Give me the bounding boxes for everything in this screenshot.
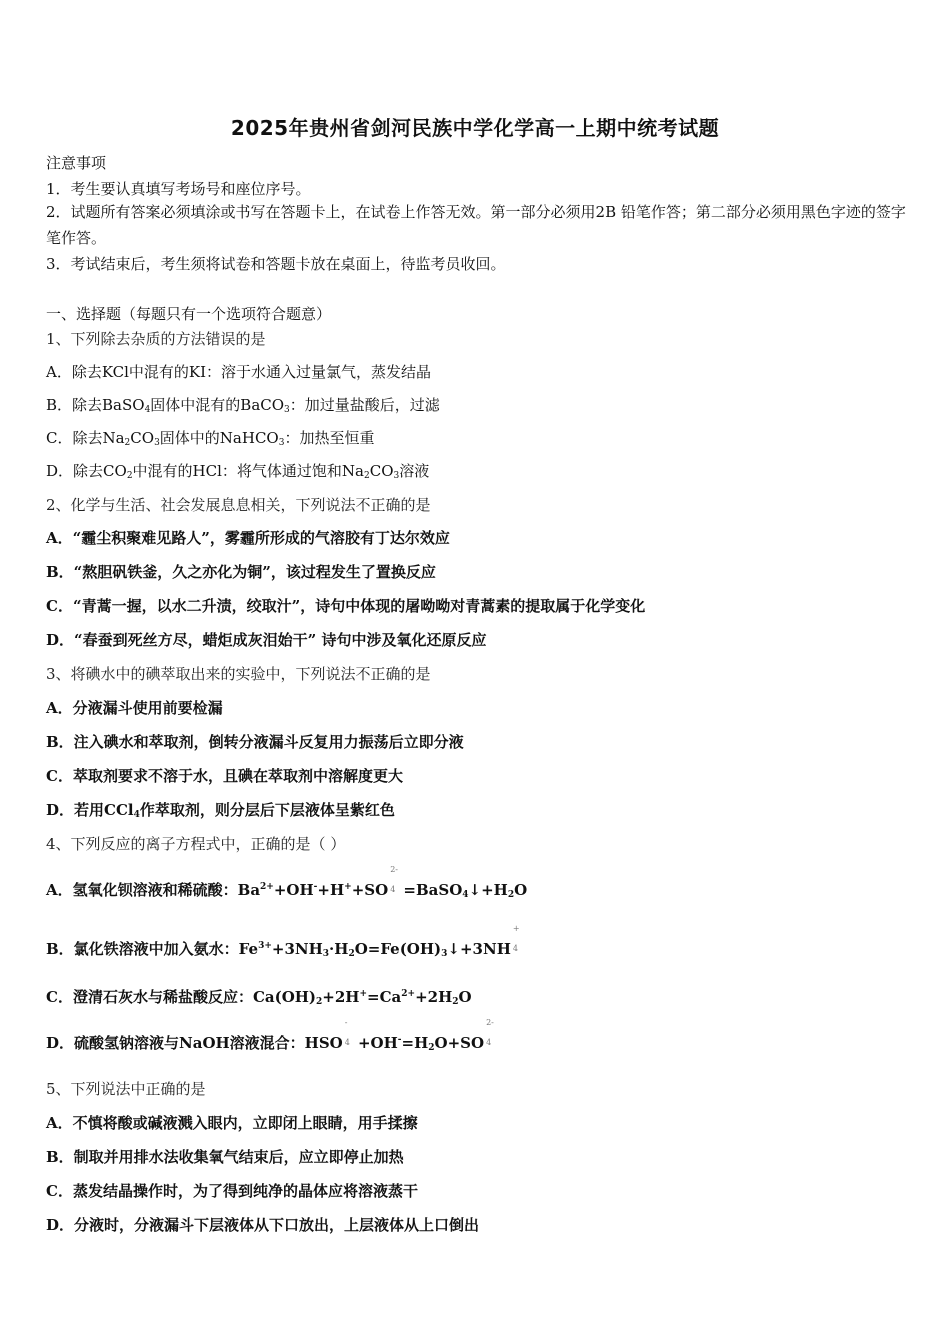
- bisulfate-ion-charge: - 4: [344, 1018, 350, 1047]
- q5-option-c: C．蒸发结晶操作时，为了得到纯净的晶体应将溶液蒸干: [46, 1182, 418, 1200]
- q5-option-b: B．制取并用排水法收集氧气结束后，应立即停止加热: [46, 1148, 404, 1166]
- q3-option-a: A．分液漏斗使用前要检漏: [46, 699, 223, 717]
- ammonium-ion-charge: + 4: [512, 924, 520, 953]
- q4-option-a: A．氢氧化钡溶液和稀硫酸：$Ba^{2+}+OH^-+H^++SO$ 2- 4 $=BaSO_4↓+H_2O$: [46, 865, 528, 900]
- q4-option-b: B．氯化铁溶液中加入氨水：$Fe^{3+}+3NH_3\cdot H_2O=Fe(OH)_3↓+3NH$ + 4: [46, 924, 520, 959]
- q1-option-a: A．除去KCl中混有的KI：溶于水通入过量氯气，蒸发结晶: [46, 363, 432, 381]
- notice-item-3: 3．考试结束后，考生须将试卷和答题卡放在桌面上，待监考员收回。: [46, 255, 506, 273]
- q5-stem: 5、下列说法中正确的是: [46, 1080, 206, 1098]
- q3-option-b: B．注入碘水和萃取剂，倒转分液漏斗反复用力振荡后立即分液: [46, 733, 464, 751]
- sulfate-ion-charge-2: 2- 4: [486, 1018, 494, 1047]
- q4-option-c: C．澄清石灰水与稀盐酸反应：$Ca(OH)_2+2H^+=Ca^{2+}+2H_2O$: [46, 988, 472, 1007]
- notice-heading: 注意事项: [46, 154, 107, 172]
- q2-option-a: A．“霾尘积聚难见路人”，雾霾所形成的气溶胶有丁达尔效应: [46, 529, 450, 547]
- q1-option-c: C．除去$Na_2CO_3$固体中的NaHCO$_3$：加热至恒重: [46, 429, 375, 448]
- q4-option-d: D．硫酸氢钠溶液与NaOH溶液混合：HSO - 4 $+OH^-=H_2O+SO$ 2- 4: [46, 1018, 494, 1053]
- q5-option-d: D．分液时，分液漏斗下层液体从下口放出，上层液体从上口倒出: [46, 1216, 480, 1234]
- q1-option-b: B．除去BaSO$_4$固体中混有的BaCO$_3$：加过量盐酸后，过滤: [46, 396, 440, 415]
- notice-item-1: 1．考生要认真填写考场号和座位序号。: [46, 180, 311, 198]
- q3-stem: 3、将碘水中的碘萃取出来的实验中，下列说法不正确的是: [46, 665, 431, 683]
- q4-stem: 4、下列反应的离子方程式中，正确的是（ ）: [46, 835, 346, 853]
- section-title: 一、选择题（每题只有一个选项符合题意）: [46, 305, 332, 323]
- q2-option-b: B．“熬胆矾铁釜，久之亦化为铜”，该过程发生了置换反应: [46, 563, 436, 581]
- notice-item-2: 2．试题所有答案必须填涂或书写在答题卡上，在试卷上作答无效。第一部分必须用2B 铅笔作答；第二部分必须用黑色字迹的签字笔作答。: [46, 203, 906, 247]
- exam-title: 2025年贵州省剑河民族中学化学高一上期中统考试题: [230, 116, 720, 140]
- q2-stem: 2、化学与生活、社会发展息息相关，下列说法不正确的是: [46, 496, 431, 514]
- q5-option-a: A．不慎将酸或碱液溅入眼内，立即闭上眼睛，用手揉擦: [46, 1114, 418, 1132]
- q1-stem: 1、下列除去杂质的方法错误的是: [46, 330, 266, 348]
- q3-option-c: C．萃取剂要求不溶于水，且碘在萃取剂中溶解度更大: [46, 767, 403, 785]
- q2-option-c: C．“青蒿一握，以水二升渍，绞取汁”，诗句中体现的屠呦呦对青蒿素的提取属于化学变化: [46, 597, 646, 615]
- q3-option-d: D．若用CCl$_4$作萃取剂，则分层后下层液体呈紫红色: [46, 801, 395, 820]
- sulfate-ion-charge: 2- 4: [390, 865, 398, 894]
- q1-option-d: D．除去$CO_2$中混有的HCl：将气体通过饱和$Na_2CO_3$溶液: [46, 462, 430, 481]
- q2-option-d: D．“春蚕到死丝方尽，蜡炬成灰泪始干” 诗句中涉及氧化还原反应: [46, 631, 487, 649]
